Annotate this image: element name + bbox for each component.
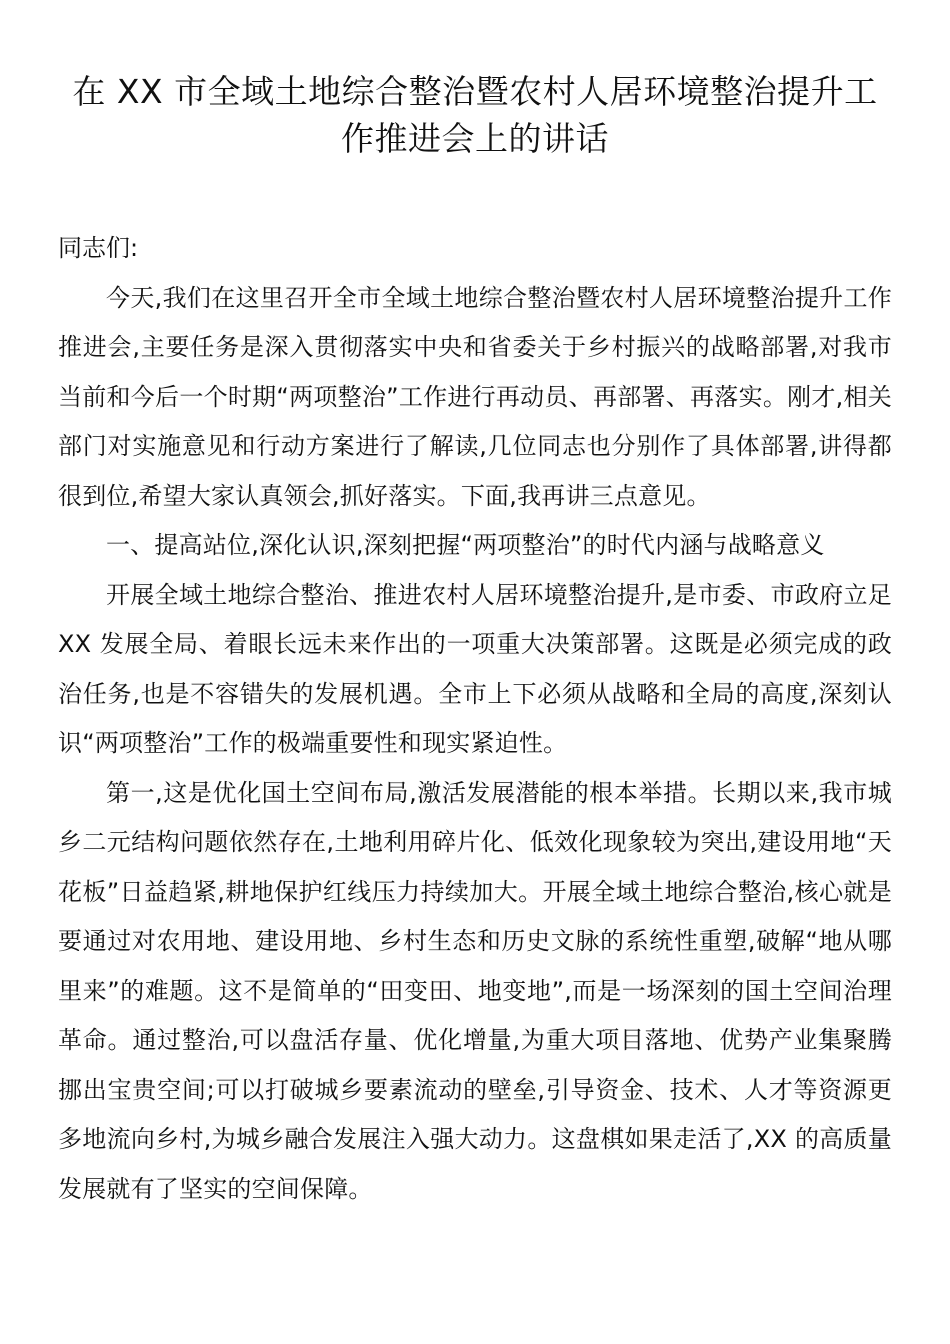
section-first-point-paragraph: 第一,这是优化国土空间布局,激活发展潜能的根本举措。长期以来,我市城乡二元结构问题依然存在,土地利用碎片化、低效化现象较为突出,建设用地“天花板”日益趋紧,耕地保护红线压力持续加大。开展全域土地综合整治,核心就是要通过对农用地、建设用地、乡村生态和历史文脉的系统性重塑,破解“地从哪里来”的难题。这不是简单的“田变田、地变地”,而是一场深刻的国土空间治理革命。通过整治,可以盘活存量、优化增量,为重大项目落地、优势产业集聚腾挪出宝贵空间;可以打破城乡要素流动的壁垒,引导资金、技术、人才等资源更多地流向乡村,为城乡融合发展注入强大动力。这盘棋如果走活了,XX 的高质量发展就有了坚实的空间保障。 bbox=[58, 778, 892, 1203]
document-title: 在 XX 市全域土地综合整治暨农村人居环境整治提升工作推进会上的讲话 bbox=[72, 72, 878, 158]
section-intro-paragraph: 开展全域土地综合整治、推进农村人居环境整治提升,是市委、市政府立足 XX 发展全局、着眼长远未来作出的一项重大决策部署。这既是必须完成的政治任务,也是不容错失的发展机遇。全市上下必须从战略和全局的高度,深刻认识“两项整治”工作的极端重要性和现实紧迫性。 bbox=[58, 580, 892, 757]
section-heading: 一、提高站位,深化认识,深刻把握“两项整治”的时代内涵与战略意义 bbox=[106, 531, 825, 559]
salutation: 同志们: bbox=[58, 234, 139, 262]
opening-paragraph: 今天,我们在这里召开全市全域土地综合整治暨农村人居环境整治提升工作推进会,主要任务是深入贯彻落实中央和省委关于乡村振兴的战略部署,对我市当前和今后一个时期“两项整治”工作进行再动员、再部署、再落实。刚才,相关部门对实施意见和行动方案进行了解读,几位同志也分别作了具体部署,讲得都很到位,希望大家认真领会,抓好落实。下面,我再讲三点意见。 bbox=[58, 283, 892, 510]
